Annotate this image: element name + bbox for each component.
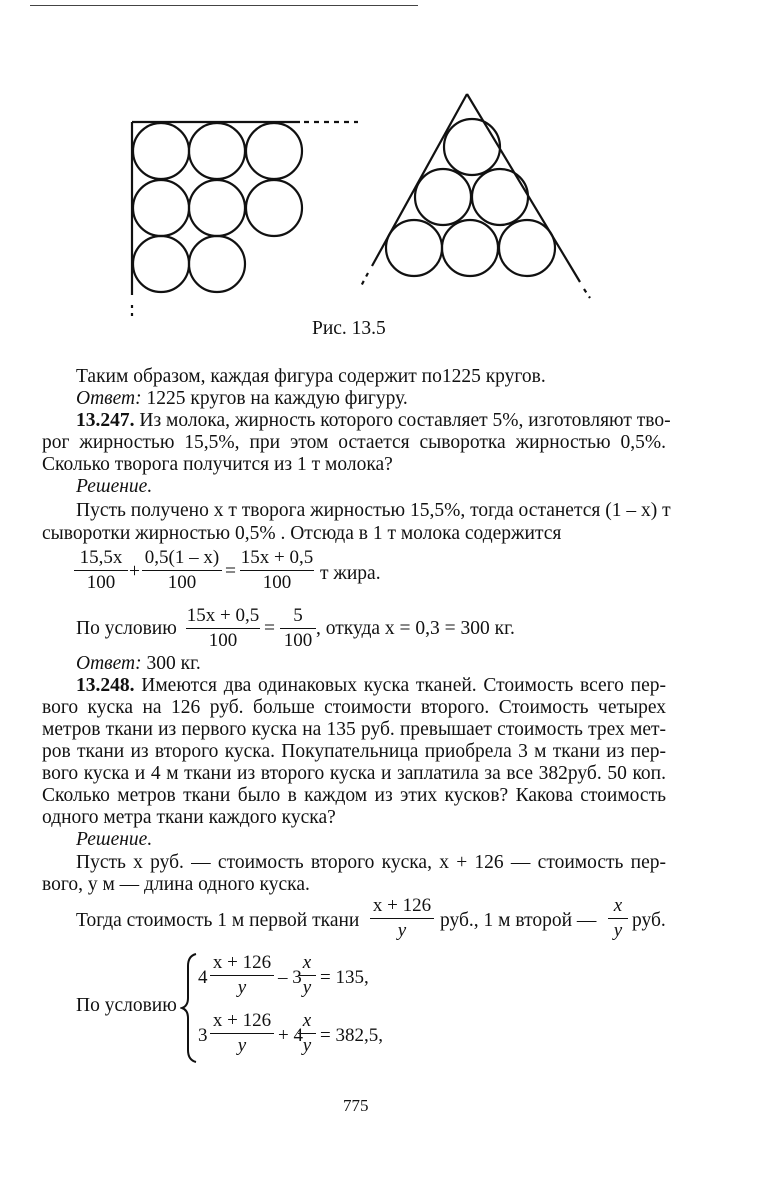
problem-248-line6: Сколько метров ткани было в каждом из этих кусков? Какова стоимость [42,785,666,806]
equation-tail: т жира. [320,563,381,584]
denominator: 100 [283,630,313,651]
circle [133,123,189,179]
fraction-bar [370,918,434,919]
operator: + 4 [278,1025,303,1046]
fraction-bar [74,570,128,571]
numerator: 15x + 0,5 [240,547,314,568]
solution-248-line1: Пусть x руб. — стоимость второго куска, x + 126 — стоимость пер- [76,852,666,873]
fraction-bar [298,975,316,976]
figure-caption: Рис. 13.5 [312,318,386,339]
then-middle: руб., 1 м второй — [440,910,597,931]
answer-300 [76,653,201,675]
plus-sign: + [129,561,140,582]
numerator: x [613,895,623,916]
denominator: y [237,1035,247,1056]
problem-247-line1 [76,410,671,432]
answer-label: Ответ: [76,653,142,674]
then-prefix: Тогда стоимость 1 м первой ткани [76,910,360,931]
problem-247-line2: рог жирностью 15,5%, при этом остается сыворотка жирностью 0,5%. [42,432,666,453]
denominator: 100 [167,572,197,593]
problem-248-line5: вого куска и 4 м ткани из второго куска и заплатила за все 382руб. 50 коп. [42,763,666,784]
problem-text: Имеются два одинаковых куска тканей. Стоимость всего пер- [141,675,666,696]
fraction [210,953,274,998]
circle [442,220,498,276]
denominator: 100 [262,572,292,593]
fraction-bar [210,1033,274,1034]
circle [133,236,189,292]
solution-248-line2: вого, y м — длина одного куска. [42,874,310,895]
fraction [608,896,628,941]
circle [246,180,302,236]
numerator: x + 126 [212,1010,272,1031]
answer-text: 300 кг. [146,653,201,674]
numerator: x + 126 [212,952,272,973]
then-tail: руб. [632,910,666,931]
fraction [142,548,222,593]
equation-tail: , откуда x = 0,3 = 300 кг. [316,618,515,639]
solution-247-line1: Пусть получено x т творога жирностью 15,5%, тогда останется (1 – x) т [76,500,671,521]
coefficient: 4 [198,967,208,988]
solution-label: Решение. [76,829,153,850]
fraction [74,548,128,593]
triangle-right-dash [584,289,590,298]
fraction-bar [186,628,260,629]
circle [472,169,528,225]
operator: – 3 [278,967,302,988]
numerator: x + 126 [372,895,432,916]
answer-label: Ответ: [76,388,142,409]
page-number: 775 [343,1096,369,1115]
fraction-bar [142,570,222,571]
problem-248-line1 [76,675,666,697]
numerator: 15x + 0,5 [186,605,260,626]
denominator: y [613,920,623,941]
circle [246,123,302,179]
circle [415,169,471,225]
conclusion-line: Таким образом, каждая фигура содержит по1225 кругов. [76,366,546,387]
numerator: 0,5(1 – x) [144,547,220,568]
coefficient: 3 [198,1025,208,1046]
triangle-left-dash [360,273,368,288]
figure-13-5 [0,0,776,330]
fraction [210,1011,274,1056]
circle [189,236,245,292]
fraction [370,896,434,941]
denominator: y [237,977,247,998]
denominator: y [397,920,407,941]
fraction [298,953,316,998]
problem-248-line7: одного метра ткани каждого куска? [42,807,336,828]
fraction [280,606,316,651]
numerator: 15,5x [79,547,123,568]
solution-label: Решение. [76,476,153,497]
numerator: x [302,952,312,973]
answer-text: 1225 кругов на каждую фигуру. [146,388,408,409]
denominator: y [302,1035,312,1056]
equals-sign: = [225,561,236,582]
circle [189,180,245,236]
circle [499,220,555,276]
answer-1225 [76,388,408,410]
denominator: y [302,977,312,998]
fraction-bar [298,1033,316,1034]
condition-prefix: По условию [76,618,177,639]
circle [444,119,500,175]
triangle-arrangement [360,94,590,298]
fraction-bar [210,975,274,976]
right-hand-side: = 382,5, [320,1025,383,1046]
fraction [240,548,314,593]
fraction [298,1011,316,1056]
numerator: 5 [293,605,303,626]
system-brace [180,952,200,1064]
denominator: 100 [86,572,116,593]
denominator: 100 [208,630,238,651]
problem-text: Из молока, жирность которого составляет 5%, изготовляют тво- [139,410,671,431]
fraction-bar [608,918,628,919]
problem-248-line3: метров ткани из первого куска на 135 руб. превышает стоимость трех мет- [42,719,666,740]
problem-number: 13.248. [76,675,135,696]
problem-248-line4: ров ткани из второго куска. Покупательница приобрела 3 м ткани из пер- [42,741,666,762]
fraction [186,606,260,651]
fraction-bar [240,570,314,571]
problem-number: 13.247. [76,410,135,431]
system-prefix: По условию [76,995,177,1016]
circle [386,220,442,276]
circle [133,180,189,236]
right-hand-side: = 135, [320,967,369,988]
circle [189,123,245,179]
problem-248-line2: вого куска на 126 руб. больше стоимости второго. Стоимость четырех [42,697,666,718]
fraction-bar [280,628,316,629]
numerator: x [302,1010,312,1031]
square-arrangement [132,122,358,318]
problem-247-line3: Сколько творога получится из 1 т молока? [42,454,393,475]
equals-sign: = [264,618,275,639]
solution-247-line2: сыворотки жирностью 0,5% . Отсюда в 1 т молока содержится [42,523,562,544]
